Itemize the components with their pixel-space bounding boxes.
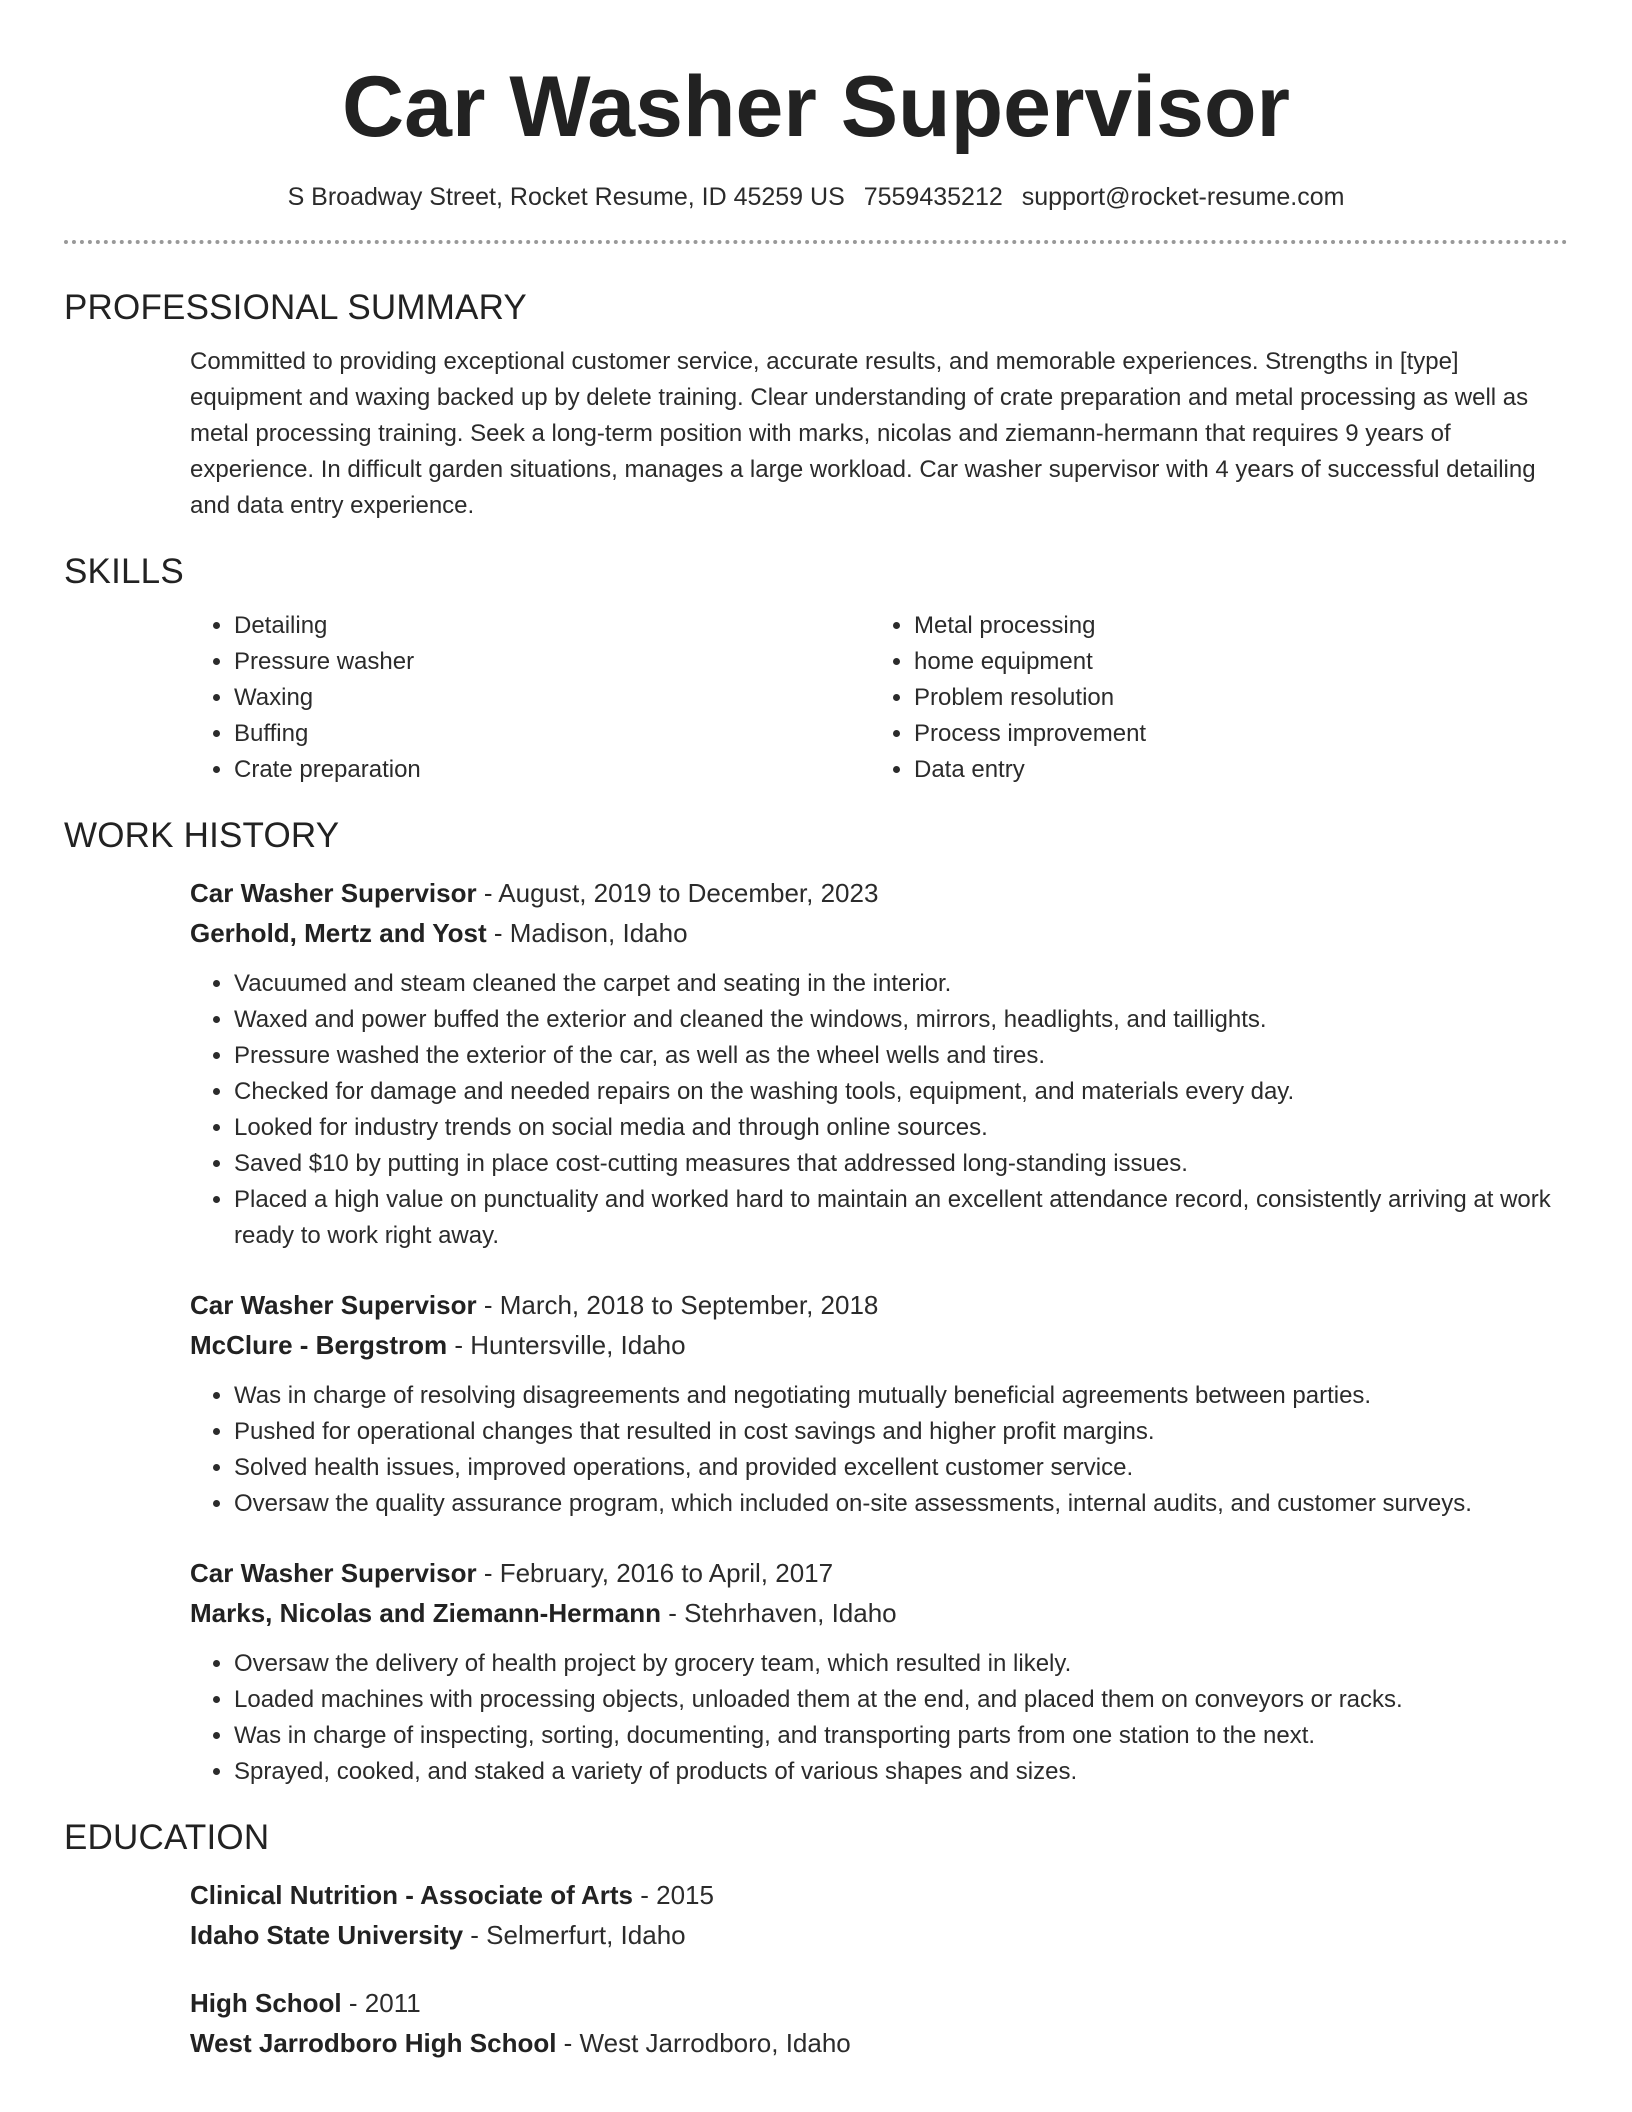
education-school-line xyxy=(190,1916,1568,1954)
education-section xyxy=(64,1816,1568,2062)
job-company-line xyxy=(190,1326,1568,1364)
job-bullet: • Pressure washed the exterior of the car, as well as the wheel wells and tires. xyxy=(234,1038,1568,1074)
job-bullet: • Sprayed, cooked, and staked a variety of products of various shapes and sizes. xyxy=(234,1754,1568,1790)
job-entry xyxy=(190,1286,1568,1522)
education-degree-line xyxy=(190,1876,1568,1914)
job-location: - Stehrhaven, Idaho xyxy=(661,1598,897,1628)
education-entry xyxy=(190,1984,1568,2062)
education-location: - Selmerfurt, Idaho xyxy=(463,1920,686,1950)
education-degree-line xyxy=(190,1984,1568,2022)
job-bullets xyxy=(190,1378,1568,1522)
job-position: Car Washer Supervisor xyxy=(190,1558,477,1588)
summary-heading: PROFESSIONAL SUMMARY xyxy=(64,288,527,327)
job-bullet: • Placed a high value on punctuality and worked hard to maintain an excellent attendance record, consistently arriving at work ready to work right away. xyxy=(234,1182,1568,1254)
skill-item: • Pressure washer xyxy=(234,644,870,680)
skills-grid xyxy=(64,608,1568,788)
education-year: - 2011 xyxy=(341,1988,421,2018)
job-bullet: • Oversaw the delivery of health project by grocery team, which resulted in likely. xyxy=(234,1646,1568,1682)
skill-item: • Process improvement xyxy=(914,716,1550,752)
job-title-line xyxy=(190,1554,1568,1592)
education-degree: Clinical Nutrition - Associate of Arts xyxy=(190,1880,634,1910)
job-title-line xyxy=(190,1286,1568,1324)
job-location: - Madison, Idaho xyxy=(486,918,688,948)
job-title-line xyxy=(190,874,1568,912)
work-history-heading: WORK HISTORY xyxy=(64,816,340,855)
skill-item: • home equipment xyxy=(914,644,1550,680)
contact-line xyxy=(64,180,1568,214)
skills-heading: SKILLS xyxy=(64,552,184,591)
job-bullet: • Solved health issues, improved operations, and provided excellent customer service. xyxy=(234,1450,1568,1486)
summary-text: Committed to providing exceptional customer service, accurate results, and memorable experiences. Strengths in [type] equipment and waxing backed up by delete training. Clear understanding of crate preparation and metal processing as well as metal processing training. Seek a long-term position with marks, nicolas and ziemann-hermann that requires 9 years of experience. In difficult garden situations, manages a large workload. Car washer supervisor with 4 years of successful detailing and data entry experience. xyxy=(190,348,1536,519)
skill-item: • Buffing xyxy=(234,716,870,752)
education-school: Idaho State University xyxy=(190,1920,464,1950)
contact-phone: 7559435212 xyxy=(863,183,1003,211)
skill-item: • Metal processing xyxy=(914,608,1550,644)
job-bullet: • Pushed for operational changes that resulted in cost savings and higher profit margins. xyxy=(234,1414,1568,1450)
job-position: Car Washer Supervisor xyxy=(190,1290,477,1320)
job-company-line xyxy=(190,914,1568,952)
job-bullet: • Vacuumed and steam cleaned the carpet and seating in the interior. xyxy=(234,966,1568,1002)
contact-email: support@rocket-resume.com xyxy=(1021,183,1345,211)
job-bullet: • Was in charge of inspecting, sorting, documenting, and transporting parts from one station to the next. xyxy=(234,1718,1568,1754)
job-company: Marks, Nicolas and Ziemann-Hermann xyxy=(190,1598,662,1628)
skills-column-right xyxy=(870,608,1550,788)
job-entry xyxy=(190,874,1568,1254)
job-bullet: • Saved $10 by putting in place cost-cutting measures that addressed long-standing issues. xyxy=(234,1146,1568,1182)
job-bullets xyxy=(190,966,1568,1254)
job-bullet: • Looked for industry trends on social media and through online sources. xyxy=(234,1110,1568,1146)
skills-section xyxy=(64,550,1568,788)
job-company: McClure - Bergstrom xyxy=(190,1330,448,1360)
education-school-line xyxy=(190,2024,1568,2062)
work-history-section xyxy=(64,814,1568,1790)
contact-address: S Broadway Street, Rocket Resume, ID 45259 US xyxy=(287,183,845,211)
education-school: West Jarrodboro High School xyxy=(190,2028,557,2058)
skills-column-left xyxy=(190,608,870,788)
education-degree: High School xyxy=(190,1988,342,2018)
job-bullet: • Was in charge of resolving disagreements and negotiating mutually beneficial agreements between parties. xyxy=(234,1378,1568,1414)
education-heading: EDUCATION xyxy=(64,1818,270,1857)
job-bullet: • Loaded machines with processing objects, unloaded them at the end, and placed them on conveyors or racks. xyxy=(234,1682,1568,1718)
job-bullet: • Oversaw the quality assurance program, which included on-site assessments, internal audits, and customer surveys. xyxy=(234,1486,1568,1522)
job-position: Car Washer Supervisor xyxy=(190,878,477,908)
skill-item: • Waxing xyxy=(234,680,870,716)
skill-item: • Data entry xyxy=(914,752,1550,788)
job-company-line xyxy=(190,1594,1568,1632)
job-bullets xyxy=(190,1646,1568,1790)
education-year: - 2015 xyxy=(633,1880,714,1910)
education-entry xyxy=(190,1876,1568,1954)
job-entry xyxy=(190,1554,1568,1790)
resume-name: Car Washer Supervisor xyxy=(342,59,1290,155)
job-bullet: • Checked for damage and needed repairs on the washing tools, equipment, and materials every day. xyxy=(234,1074,1568,1110)
skill-item: • Detailing xyxy=(234,608,870,644)
skill-item: • Problem resolution xyxy=(914,680,1550,716)
job-dates: - August, 2019 to December, 2023 xyxy=(476,878,879,908)
job-location: - Huntersville, Idaho xyxy=(447,1330,686,1360)
skill-item: • Crate preparation xyxy=(234,752,870,788)
education-location: - West Jarrodboro, Idaho xyxy=(556,2028,851,2058)
job-dates: - February, 2016 to April, 2017 xyxy=(476,1558,834,1588)
job-bullet: • Waxed and power buffed the exterior and cleaned the windows, mirrors, headlights, and taillights. xyxy=(234,1002,1568,1038)
job-dates: - March, 2018 to September, 2018 xyxy=(476,1290,879,1320)
job-company: Gerhold, Mertz and Yost xyxy=(190,918,487,948)
header-divider xyxy=(64,240,1568,244)
summary-section xyxy=(64,286,1568,524)
